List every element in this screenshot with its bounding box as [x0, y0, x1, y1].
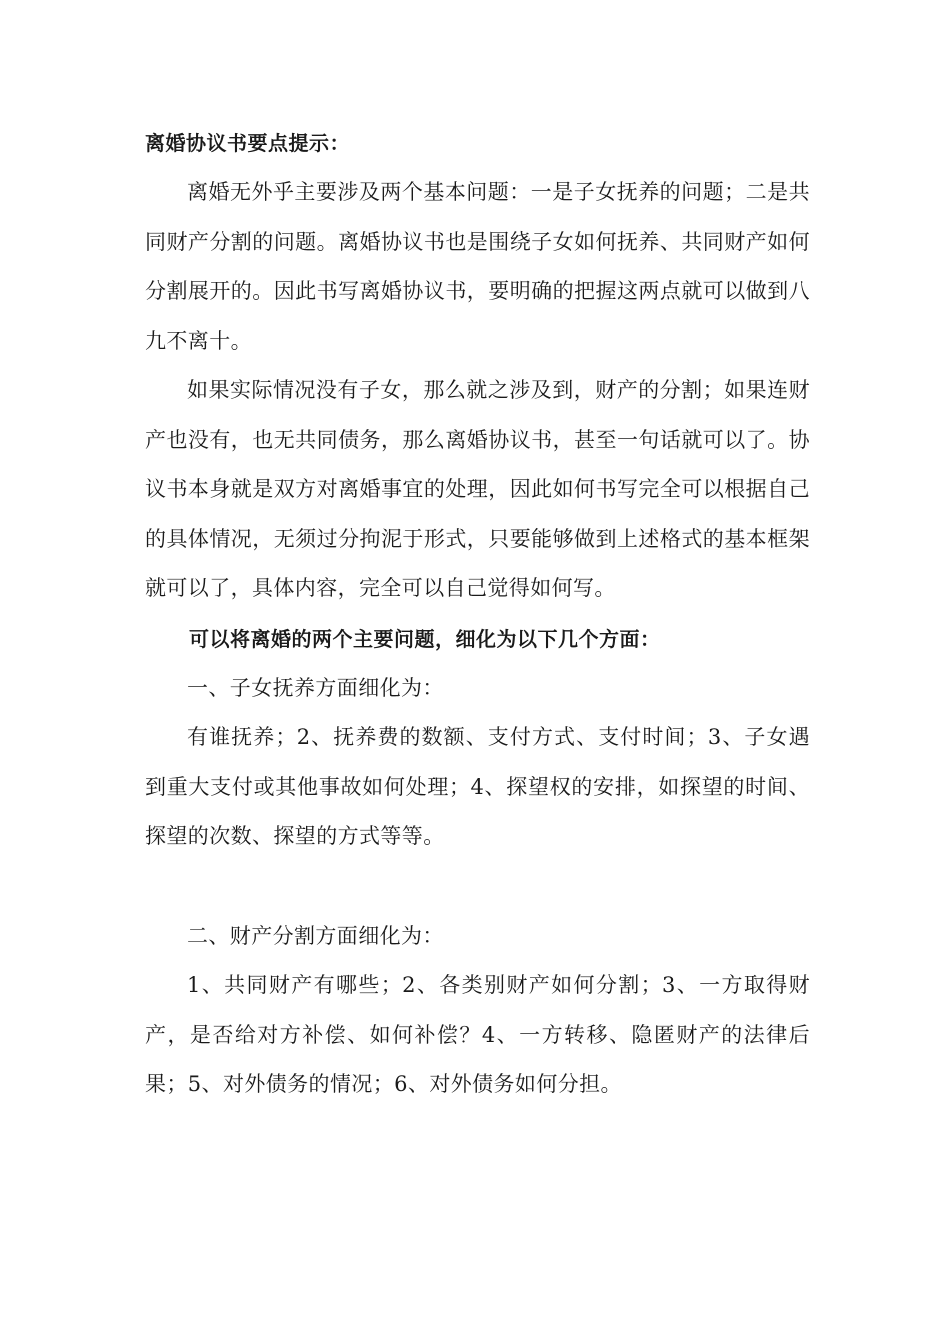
- intro-paragraph: 离婚无外乎主要涉及两个基本问题：一是子女抚养的问题；二是共同财产分割的问题。离婚协议书也是围绕子女如何抚养、共同财产如何分割展开的。因此书写离婚协议书，要明确的把握这两点就可以做到八九不离十。: [145, 180, 810, 353]
- section-property-body: 1、共同财产有哪些；2、各类别财产如何分割；3、一方取得财产，是否给对方补偿、如何补偿？4、一方转移、隐匿财产的法律后果；5、对外债务的情况；6、对外债务如何分担。: [145, 973, 810, 1096]
- no-children-paragraph: 如果实际情况没有子女，那么就之涉及到，财产的分割；如果连财产也没有，也无共同债务，那么离婚协议书，甚至一句话就可以了。协议书本身就是双方对离婚事宜的处理，因此如何书写完全可以根据自己的具体情况，无须过分拘泥于形式，只要能够做到上述格式的基本框架就可以了，具体内容，完全可以自己觉得如何写。: [145, 378, 810, 600]
- blank-line: [145, 862, 810, 912]
- section-property-title: 二、财产分割方面细化为：: [187, 923, 444, 948]
- document-title: 离婚协议书要点提示：: [145, 131, 350, 155]
- details-subheading: 可以将离婚的两个主要问题，细化为以下几个方面：: [189, 626, 661, 651]
- section-child-custody-body: 有谁抚养；2、抚养费的数额、支付方式、支付时间；3、子女遇到重大支付或其他事故如何处理；4、探望权的安排，如探望的时间、探望的次数、探望的方式等等。: [145, 725, 810, 848]
- section-child-custody-title: 一、子女抚养方面细化为：: [187, 675, 444, 700]
- document-page: [145, 118, 810, 1110]
